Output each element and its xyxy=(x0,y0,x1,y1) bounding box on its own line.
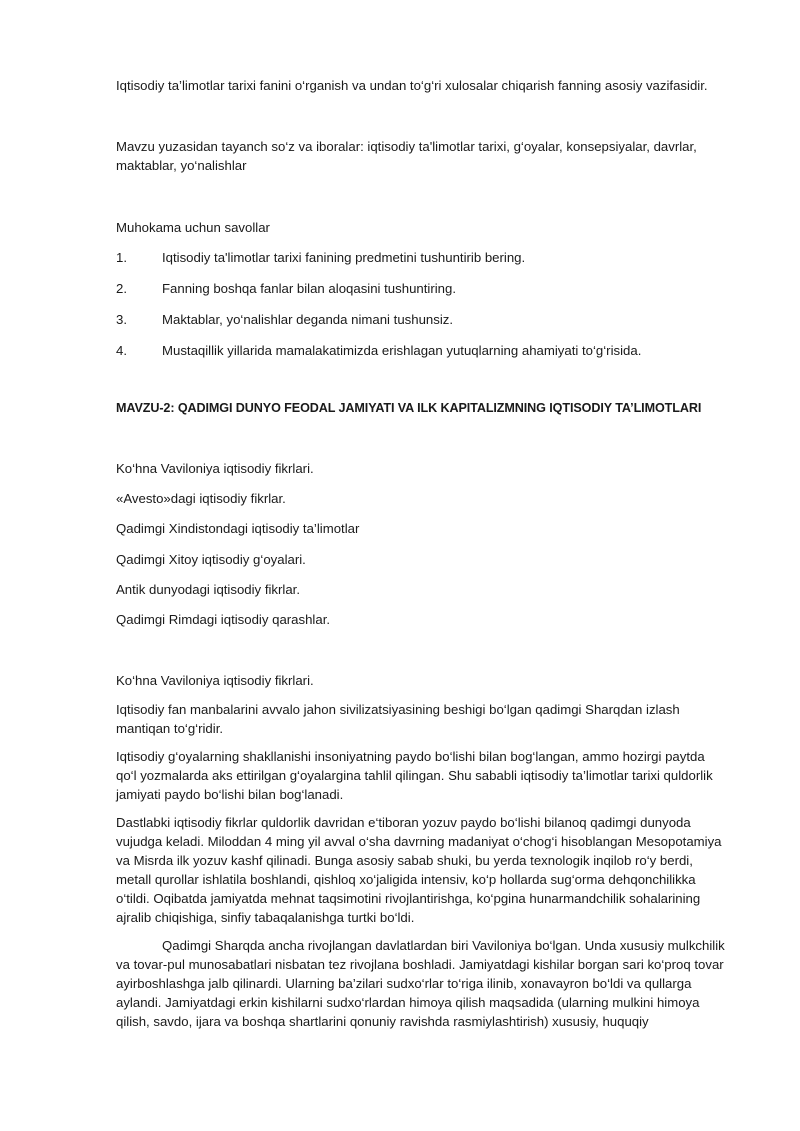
topic-item: Qadimgi Xitoy iqtisodiy g‘oyalari. xyxy=(116,551,306,567)
question-number: 3. xyxy=(116,312,127,327)
paragraph: Iqtisodiy g‘oyalarning shakllanishi insoniyatning paydo bo‘lishi bilan bog‘langan, ammo hozirgi paytda qo‘l yozmalarda aks ettirilgan g‘oyalargina tahlil qilingan. Shu sababli iqtisodiy ta’limotlar tarixi quldorlik jamiyati paydo bo‘lishi bilan bog‘lanadi. xyxy=(116,749,713,802)
question-text: Mustaqillik yillarida mamalakatimizda erishlagan yutuqlarning ahamiyati to‘g‘risida. xyxy=(162,343,642,358)
question-item xyxy=(116,341,726,372)
question-text: Maktablar, yo‘nalishlar deganda nimani tushunsiz. xyxy=(162,312,454,327)
topic-heading: MAVZU-2: QADIMGI DUNYO FEODAL JAMIYATI VA ILK KAPITALIZMNING IQTISODIY TA’LIMOTLARI xyxy=(116,401,702,415)
question-number: 1. xyxy=(116,250,127,265)
question-number: 2. xyxy=(116,281,127,296)
question-item xyxy=(116,279,726,310)
question-item xyxy=(116,248,726,279)
questions-title: Muhokama uchun savollar xyxy=(116,220,270,235)
section-title: Ko‘hna Vaviloniya iqtisodiy fikrlari. xyxy=(116,673,314,688)
paragraph: Dastlabki iqtisodiy fikrlar quldorlik davridan e‘tiboran yozuv paydo bo‘lishi bilanoq qadimgi dunyoda vujudga keladi. Miloddan 4 ming yil avval o‘sha davrning madaniyat o‘chog‘i hisoblangan Mesopotamiya va Misrda ilk yozuv kashf qilinadi. Bunga asosiy sabab shuki, bu yerda texnologik inqilob ro‘y berdi, metall qurollar ishlatila boshlandi, qishloq xo‘jaligida intensiv, ko‘p hollarda sug‘orma dehqonchilikka o‘tildi. Oqibatda jamiyatda mehnat taqsimotini rivojlantirishga, ko‘pgina hunarmandchilik sohalarining ajralib chiqishiga, sinfiy tabaqalanishga turtki bo‘ldi. xyxy=(116,815,722,925)
paragraph: Iqtisodiy fan manbalarini avvalo jahon sivilizatsiyasining beshigi bo‘lgan qadimgi Sharqdan izlash mantiqan to‘g‘ridir. xyxy=(116,702,680,736)
topic-item: Antik dunyodagi iqtisodiy fikrlar. xyxy=(116,581,300,597)
question-text: Fanning boshqa fanlar bilan aloqasini tushuntiring. xyxy=(162,281,456,296)
question-item xyxy=(116,310,726,341)
topics-list xyxy=(116,459,359,640)
topic-item: «Avesto»dagi iqtisodiy fikrlar. xyxy=(116,491,286,507)
question-number: 4. xyxy=(116,343,127,358)
keywords-text: Mavzu yuzasidan tayanch so‘z va iboralar: iqtisodiy ta'limotlar tarixi, g‘oyalar, konsepsiyalar, davrlar, maktablar, yo‘nalishlar xyxy=(116,139,697,173)
paragraph: Qadimgi Sharqda ancha rivojlangan davlatlardan biri Vaviloniya bo‘lgan. Unda xususiy mulkchilik va tovar-pul munosabatlari nisbatan tez rivojlana boshladi. Jamiyatdagi kishilar borgan sari ko‘proq tovar ayirboshlashga jalb qilinardi. Ularning ba’zilari sudxo‘rlar to‘riga ilinib, xonavayron bo‘ldi va qullarga aylandi. Jamiyatdagi erkin kishilarni sudxo‘rlardan himoya qilish maqsadida (ularning mulkini himoya qilish, savdo, ijara va boshqa shartlarini qonuniy ravishda rasmiylashtirish) xususiy, huquqiy xyxy=(116,938,725,1029)
body-text xyxy=(116,700,728,1040)
question-text: Iqtisodiy ta'limotlar tarixi fanining predmetini tushuntirib bering. xyxy=(162,250,526,265)
topic-item: Qadimgi Rimdagi iqtisodiy qarashlar. xyxy=(116,611,331,627)
topic-item: Ko‘hna Vaviloniya iqtisodiy fikrlari. xyxy=(116,461,314,476)
intro-text: Iqtisodiy ta’limotlar tarixi fanini o‘rganish va undan to‘g‘ri xulosalar chiqarish fanning asosiy vazifasidir. xyxy=(116,78,708,93)
topic-item: Qadimgi Xindistondagi iqtisodiy ta’limotlar xyxy=(116,521,360,537)
questions-list xyxy=(116,248,726,372)
